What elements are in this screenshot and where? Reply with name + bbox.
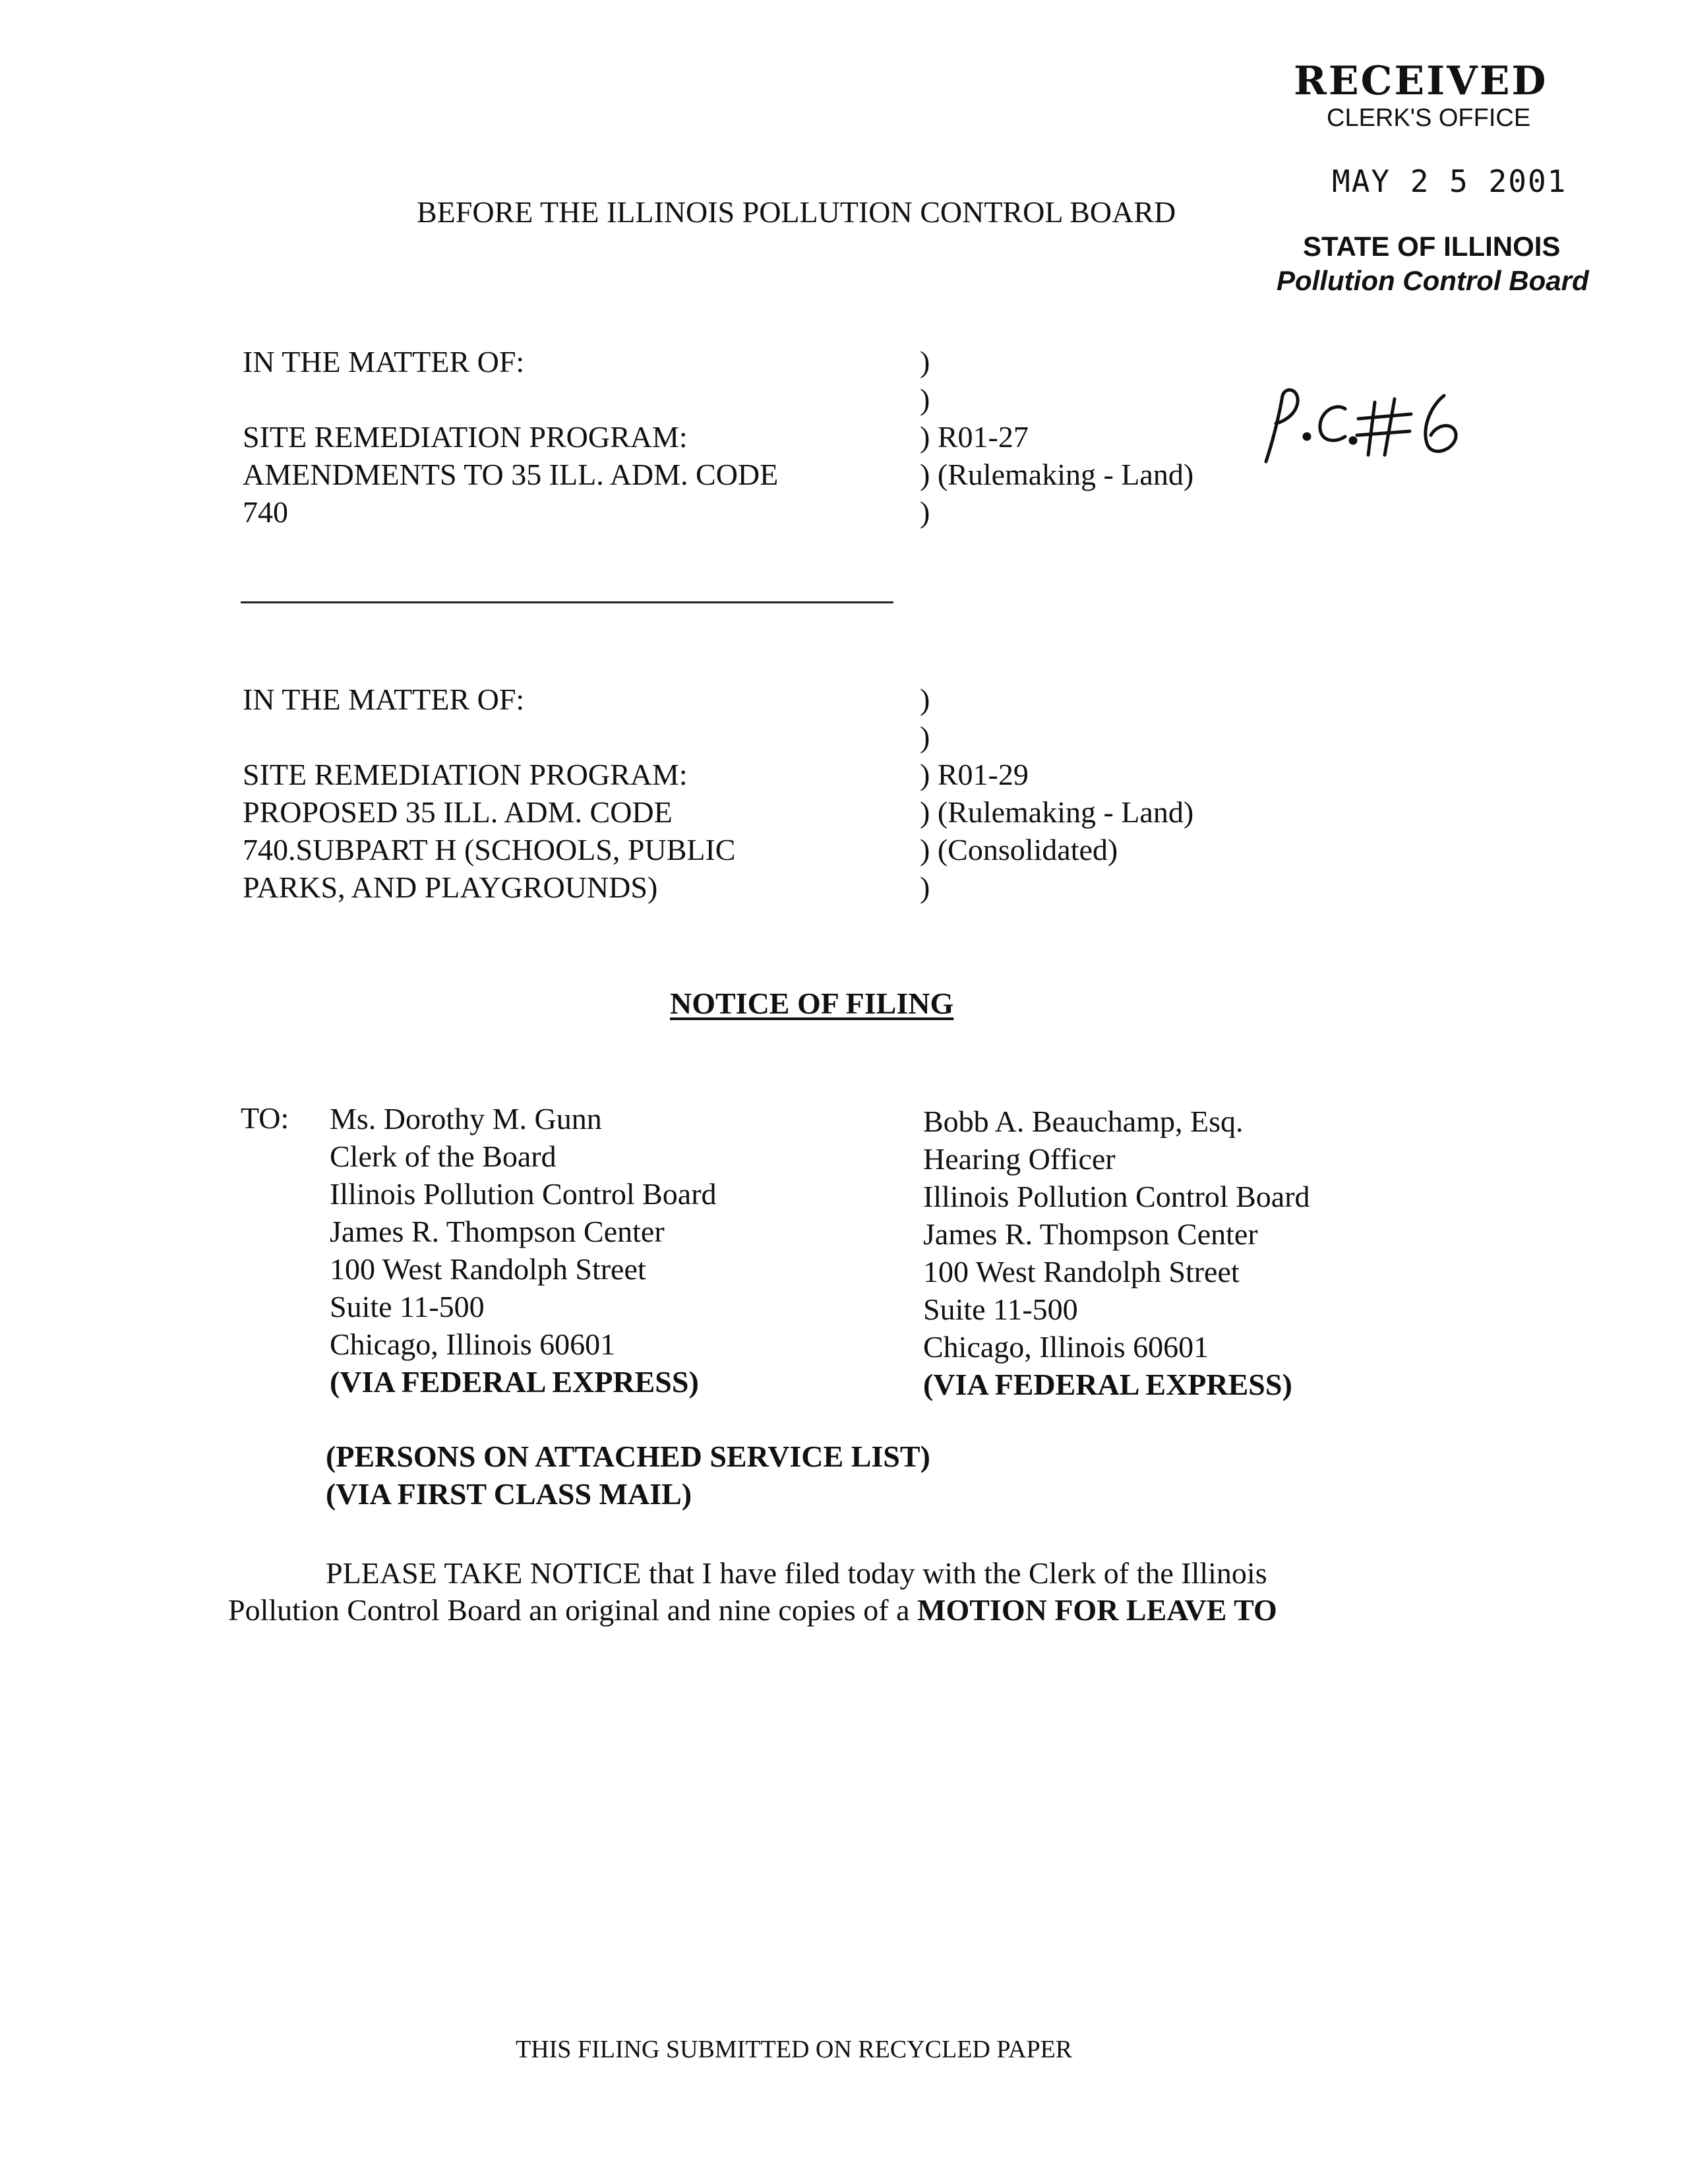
recipient-line: Illinois Pollution Control Board xyxy=(923,1180,1310,1213)
stamp-date: MAY 2 5 2001 xyxy=(1332,164,1567,199)
delivery-method: (VIA FEDERAL EXPRESS) xyxy=(923,1368,1292,1401)
matter1-type: ) (Rulemaking - Land) xyxy=(920,458,1194,491)
service-list-note xyxy=(326,1438,930,1513)
recipient-line: Bobb A. Beauchamp, Esq. xyxy=(923,1105,1244,1138)
divider-line xyxy=(241,601,893,603)
body-line-2 xyxy=(228,1592,1277,1628)
service-line: (PERSONS ON ATTACHED SERVICE LIST) xyxy=(326,1440,930,1473)
stamp-state: STATE OF ILLINOIS xyxy=(1303,231,1561,262)
matter2-line: 740.SUBPART H (SCHOOLS, PUBLIC xyxy=(243,833,736,866)
recipient-line: Hearing Officer xyxy=(923,1142,1116,1176)
matter2-type: ) (Rulemaking - Land) xyxy=(920,795,1194,829)
matter2-paren: ) xyxy=(920,870,930,904)
stamp-received: RECEIVED xyxy=(1294,58,1548,104)
matter2-line: PROPOSED 35 ILL. ADM. CODE xyxy=(243,795,673,829)
matter2-heading: IN THE MATTER OF: xyxy=(243,682,525,716)
recipient-clerk xyxy=(330,1100,717,1401)
motion-title: MOTION FOR LEAVE TO xyxy=(917,1593,1277,1627)
matter1-paren: ) xyxy=(920,345,930,379)
recipient-hearing-officer xyxy=(923,1103,1310,1403)
matter1-parens xyxy=(920,343,1193,531)
recipient-line: Clerk of the Board xyxy=(330,1139,557,1173)
body-line-1: PLEASE TAKE NOTICE that I have filed today with the Clerk of the Illinois xyxy=(326,1556,1267,1590)
board-header: BEFORE THE ILLINOIS POLLUTION CONTROL BOARD xyxy=(417,195,1176,229)
body-line-2-text: Pollution Control Board an original and nine copies of a xyxy=(228,1593,918,1627)
recipient-line: Suite 11-500 xyxy=(330,1290,485,1323)
matter2-caption xyxy=(243,681,735,906)
matter1-docket: ) R01-27 xyxy=(920,420,1029,454)
matter1-caption xyxy=(243,343,778,531)
matter2-parens xyxy=(920,681,1193,906)
delivery-method: (VIA FEDERAL EXPRESS) xyxy=(330,1365,699,1399)
stamp-board: Pollution Control Board xyxy=(1277,265,1589,296)
stamp-clerks-office: CLERK'S OFFICE xyxy=(1327,104,1531,132)
service-line: (VIA FIRST CLASS MAIL) xyxy=(326,1477,692,1511)
matter2-consolidated: ) (Consolidated) xyxy=(920,833,1118,866)
recipient-line: James R. Thompson Center xyxy=(923,1217,1258,1251)
recipient-line: Illinois Pollution Control Board xyxy=(330,1177,717,1211)
recipient-line: James R. Thompson Center xyxy=(330,1215,665,1248)
recipient-line: Suite 11-500 xyxy=(923,1292,1078,1326)
footer-recycled: THIS FILING SUBMITTED ON RECYCLED PAPER xyxy=(516,2036,1073,2063)
matter1-paren: ) xyxy=(920,382,930,416)
matter1-paren: ) xyxy=(920,495,930,529)
matter1-line: AMENDMENTS TO 35 ILL. ADM. CODE xyxy=(243,458,779,491)
matter2-docket: ) R01-29 xyxy=(920,758,1029,791)
to-label: TO: xyxy=(241,1101,289,1135)
handwritten-mark xyxy=(1246,382,1484,475)
matter2-paren: ) xyxy=(920,720,930,754)
matter1-line: 740 xyxy=(243,495,288,529)
matter2-paren: ) xyxy=(920,682,930,716)
recipient-line: Chicago, Illinois 60601 xyxy=(330,1327,616,1361)
recipient-line: Chicago, Illinois 60601 xyxy=(923,1330,1209,1364)
matter1-line: SITE REMEDIATION PROGRAM: xyxy=(243,420,688,454)
matter1-heading: IN THE MATTER OF: xyxy=(243,345,525,379)
recipient-line: Ms. Dorothy M. Gunn xyxy=(330,1102,602,1136)
recipient-line: 100 West Randolph Street xyxy=(923,1255,1240,1289)
matter2-line: PARKS, AND PLAYGROUNDS) xyxy=(243,870,658,904)
notice-title: NOTICE OF FILING xyxy=(670,986,954,1020)
recipient-line: 100 West Randolph Street xyxy=(330,1252,646,1286)
matter2-line: SITE REMEDIATION PROGRAM: xyxy=(243,758,688,791)
